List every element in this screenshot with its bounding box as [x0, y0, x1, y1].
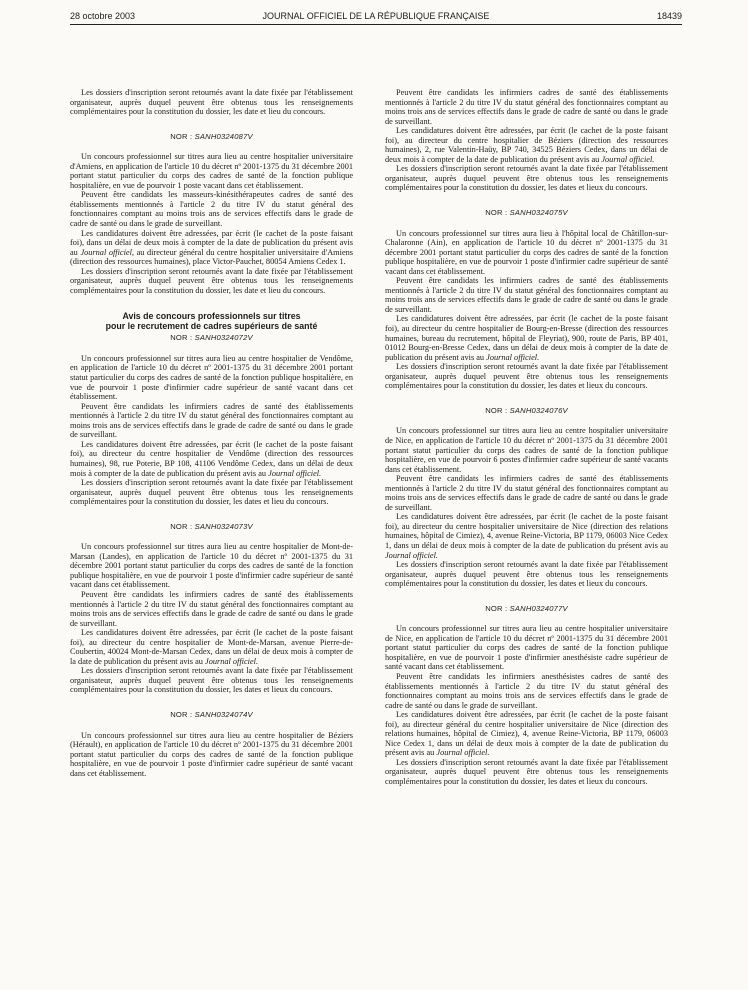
paragraph: Les dossiers d'inscription seront retournés avant la date fixée par l'établissement organisateur, auprès duquel peuvent être obtenus tous les renseignements complémentaires pour la constitution du dossier, les dates et lieux du concours.	[385, 757, 668, 786]
nor-label: NOR :	[485, 208, 508, 218]
nor-reference	[70, 710, 353, 720]
paragraph: Peuvent être candidats les masseurs-kinésithérapeutes cadres de santé des établissements mentionnés à l'article 2 du titre IV du statut général des fonctionnaires comptant au moins trois ans de services effectifs dans le grade de cadre de santé ou dans le grade de surveillant.	[70, 190, 353, 229]
nor-code: SANH0324076V	[509, 405, 568, 415]
paragraph: Les dossiers d'inscription seront retournés avant la date fixée par l'établissement organisateur, auprès duquel peuvent être obtenus tous les renseignements complémentaires pour la constitution du dossier, les date et lieu du concours.	[70, 266, 353, 295]
paragraph: Un concours professionnel sur titres aura lieu au centre hospitalier de Mont-de-Marsan (Landes), en application de l'article 10 du décret nº 2001-1375 du 31 décembre 2001 portant statut particulier du corps des cadres de santé de la fonction publique hospitalière, en vue de pourvoir 1 poste d'infirmier cadre supérieur de santé vacant dans cet établissement.	[70, 542, 353, 590]
text-span: Les candidatures doivent être adressées, par écrit (le cachet de la poste faisant foi), au directeur du centre hospitalier de Mont-de-Marsan, avenue Pierre-de-Coubertin, 40024 Mont-de-Marsan Cedex, dans un délai de deux mois à compter de la date de publication du présent avis au	[70, 628, 353, 666]
paragraph: Les dossiers d'inscription seront retournés avant la date fixée par l'établissement organisateur, auprès duquel peuvent être obtenus tous les renseignements complémentaires pour la constitution du dossier, les dates et lieux du concours.	[385, 164, 668, 193]
journal-officiel-italic: Journal officiel.	[205, 656, 259, 666]
paragraph: Les dossiers d'inscription seront retournés avant la date fixée par l'établissement organisateur, auprès duquel peuvent être obtenus tous les renseignements complémentaires pour la constitution du dossier, les dates et lieu du concours.	[70, 478, 353, 507]
nor-code: SANH0324075V	[509, 208, 568, 218]
nor-reference	[70, 522, 353, 532]
header-rule	[70, 24, 682, 25]
paragraph: Un concours professionnel sur titres aura lieu au centre hospitalier universitaire de Nice, en application de l'article 10 du décret nº 2001-1375 du 31 décembre 2001 portant statut particulier du corps des cadres de santé de la fonction publique hospitalière, en vue de pourvoir 1 poste d'infirmier anesthésiste cadre supérieur de santé vacant dans cet établissement.	[385, 624, 668, 672]
nor-reference	[385, 406, 668, 416]
section-heading	[70, 311, 353, 331]
nor-label: NOR :	[170, 521, 193, 531]
text-span: Les candidatures doivent être adressées, par écrit (le cachet de la poste faisant foi), au directeur général du centre hospitalier universitaire de Nice (direction des relations humaines, hôpital de Cimiez), 4, avenue Reine-Victoria, BP 1179, 06003 Nice Cedex 1, dans un délai de deux mois à compter de la date de publication du présent avis au	[385, 710, 668, 758]
nor-reference	[70, 132, 353, 142]
paragraph: Peuvent être candidats les infirmiers cadres de santé des établissements mentionnés à l'article 2 du titre IV du statut général des fonctionnaires comptant au moins trois ans de services effectifs dans le grade de cadre de santé ou dans le grade de surveillant.	[70, 401, 353, 440]
left-column	[70, 88, 353, 778]
paragraph	[385, 126, 668, 164]
journal-title: JOURNAL OFFICIEL DE LA RÉPUBLIQUE FRANÇAISE	[262, 11, 490, 21]
paragraph: Peuvent être candidats les infirmiers cadres de santé des établissements mentionnés à l'article 2 du titre IV du statut général des fonctionnaires comptant au moins trois ans de services effectifs dans le grade de cadre de santé ou dans le grade de surveillant.	[70, 589, 353, 628]
paragraph: Les dossiers d'inscription seront retournés avant la date fixée par l'établissement organisateur, auprès duquel peuvent être obtenus tous les renseignements complémentaires pour la constitution du dossier, les dates et lieux du concours.	[385, 560, 668, 589]
text-span: au directeur général du centre hospitalier universitaire d'Amiens (direction des ressources humaines), place Victor-Pauchet, 80054 Amiens Cedex 1.	[70, 247, 354, 267]
paragraph: Peuvent être candidats les infirmiers cadres de santé des établissements mentionnés à l'article 2 du titre IV du statut général des fonctionnaires comptant au moins trois ans de services effectifs dans le grade de cadre de santé ou dans le grade de surveillant.	[385, 276, 668, 314]
text-span: Les candidatures doivent être adressées, par écrit (le cachet de la poste faisant foi), au directeur du centre hospitalier de Béziers (direction des ressources humaines), 2, rue Valentin-Haüy, BP 740, 34525 Béziers Cedex, dans un délai de deux mois à compter de la date de publication du présent avis au	[385, 126, 668, 164]
nor-reference	[70, 333, 353, 343]
text-span: Les candidatures doivent être adressées, par écrit (le cachet de la poste faisant foi), au directeur du centre hospitalier de Bourg-en-Bresse (direction des ressources humaines, bureau du recrutement, hôpital de Fleyriat), 900, route de Paris, BP 401, 01012 Bourg-en-Bresse Cedex, dans un délai de deux mois à compter de la date de publication du présent avis au	[385, 314, 668, 362]
journal-officiel-italic: Journal officiel.	[601, 154, 655, 164]
paragraph	[385, 314, 668, 362]
journal-officiel-italic: Journal officiel.	[486, 352, 540, 362]
page-header	[70, 11, 682, 23]
nor-label: NOR :	[170, 131, 193, 141]
paragraph: Peuvent être candidats les infirmiers anesthésistes cadres de santé des établissements mentionnés à l'article 2 du titre IV du statut général des fonctionnaires comptant au moins trois ans de services effectifs dans le grade de cadre de santé ou dans le grade de surveillant.	[385, 671, 668, 710]
nor-label: NOR :	[170, 333, 193, 343]
paragraph: Un concours professionnel sur titres aura lieu au centre hospitalier de Vendôme, en application de l'article 10 du décret nº 2001-1375 du 31 décembre 2001 portant statut particulier du corps des cadres de santé de la fonction publique hospitalière, en vue de pourvoir 1 poste d'infirmier cadre supérieur de santé vacant dans cet établissement.	[70, 353, 353, 402]
paragraph	[70, 440, 353, 478]
nor-label: NOR :	[485, 603, 508, 613]
journal-officiel-italic: Journal officiel,	[80, 247, 134, 257]
issue-date: 28 octobre 2003	[70, 11, 136, 21]
nor-label: NOR :	[485, 405, 508, 415]
paragraph	[70, 229, 353, 267]
journal-officiel-italic: Journal officiel.	[436, 748, 490, 758]
paragraph: Un concours professionnel sur titres aura lieu au centre hospitalier de Béziers (Hérault), en application de l'article 10 du décret nº 2001-1375 du 31 décembre 2001 portant statut particulier du corps des cadres de santé de la fonction publique hospitalière, en vue de pourvoir 1 poste d'infirmier cadre supérieur de santé vacant dans cet établissement.	[70, 730, 353, 778]
nor-code: SANH0324087V	[194, 131, 253, 141]
paragraph: Peuvent être candidats les infirmiers cadres de santé des établissements mentionnés à l'article 2 du titre IV du statut général des fonctionnaires comptant au moins trois ans de services effectifs dans le grade de cadre de santé ou dans le grade de surveillant.	[385, 88, 668, 126]
paragraph: Les dossiers d'inscription seront retournés avant la date fixée par l'établissement organisateur, auprès duquel peuvent être obtenus tous les renseignements complémentaires pour la constitution du dossier, les dates et lieux du concours.	[70, 666, 353, 695]
nor-reference	[385, 604, 668, 614]
journal-officiel-italic: Journal officiel.	[385, 550, 438, 560]
page-number: 18439	[656, 11, 682, 21]
paragraph: Les dossiers d'inscription seront retournés avant la date fixée par l'établissement organisateur, auprès duquel peuvent être obtenus tous les renseignements complémentaires pour la constitution du dossier, les date et lieu du concours.	[70, 88, 353, 117]
text-span: Les candidatures doivent être adressées, par écrit (le cachet de la poste faisant foi), au directeur du centre hospitalier de Vendôme (direction des ressources humaines), 98, rue Poterie, BP 108, 41106 Vendôme Cedex, dans un délai de deux mois à compter de la date de publication du présent avis au	[70, 439, 353, 478]
heading-line: Avis de concours professionnels sur titres	[122, 311, 301, 322]
paragraph: Un concours professionnel sur titres aura lieu à l'hôpital local de Châtillon-sur-Chalaronne (Ain), en application de l'article 10 du décret nº 2001-1375 du 31 décembre 2001 portant statut particulier du corps des cadres de santé de la fonction publique hospitalière, en vue de pourvoir 1 poste d'infirmier cadre supérieur de santé vacant dans cet établissement.	[385, 228, 668, 276]
paragraph: Un concours professionnel sur titres aura lieu au centre hospitalier universitaire d'Amiens, en application de l'article 10 du décret nº 2001-1375 du 31 décembre 2001 portant statut particulier du corps des cadres de santé de la fonction publique hospitalière, en vue de pourvoir 1 poste vacant dans cet établissement.	[70, 152, 353, 190]
nor-code: SANH0324077V	[509, 603, 568, 613]
nor-label: NOR :	[170, 709, 193, 719]
paragraph	[385, 710, 668, 758]
paragraph	[70, 628, 353, 666]
heading-line: pour le recrutement de cadres supérieurs de santé	[105, 321, 318, 332]
paragraph: Un concours professionnel sur titres aura lieu au centre hospitalier universitaire de Nice, en application de l'article 10 du décret nº 2001-1375 du 31 décembre 2001 portant statut particulier du corps des cadres de santé de la fonction publique hospitalière, en vue de pourvoir 6 postes d'infirmier cadre supérieur de santé vacants dans cet établissement.	[385, 426, 668, 474]
right-column	[385, 88, 668, 787]
nor-code: SANH0324073V	[194, 521, 253, 531]
text-span: Les candidatures doivent être adressées, par écrit (le cachet de la poste faisant foi), au directeur du centre hospitalier universitaire de Nice (direction des relations humaines, hôpital de Cimiez), 4, avenue Reine-Victoria, BP 1179, 06003 Nice Cedex 1, dans un délai de deux mois à compter de la date de publication du présent avis au	[385, 512, 668, 550]
nor-code: SANH0324074V	[194, 709, 253, 719]
paragraph	[385, 512, 668, 560]
journal-officiel-italic: Journal officiel.	[268, 468, 322, 478]
text-span: Les candidatures doivent être adressées, par écrit (le cachet de la poste faisant foi), dans un délai de deux mois à compter de la date de publication du présent avis au	[70, 228, 353, 257]
paragraph: Les dossiers d'inscription seront retournés avant la date fixée par l'établissement organisateur, auprès duquel peuvent être obtenus tous les renseignements complémentaires pour la constitution du dossier, les dates et lieux du concours.	[385, 362, 668, 391]
nor-code: SANH0324072V	[194, 333, 253, 343]
nor-reference	[385, 208, 668, 218]
paragraph: Peuvent être candidats les infirmiers cadres de santé des établissements mentionnés à l'article 2 du titre IV du statut général des fonctionnaires comptant au moins trois ans de services effectifs dans le grade de cadre de santé ou dans le grade de surveillant.	[385, 474, 668, 512]
